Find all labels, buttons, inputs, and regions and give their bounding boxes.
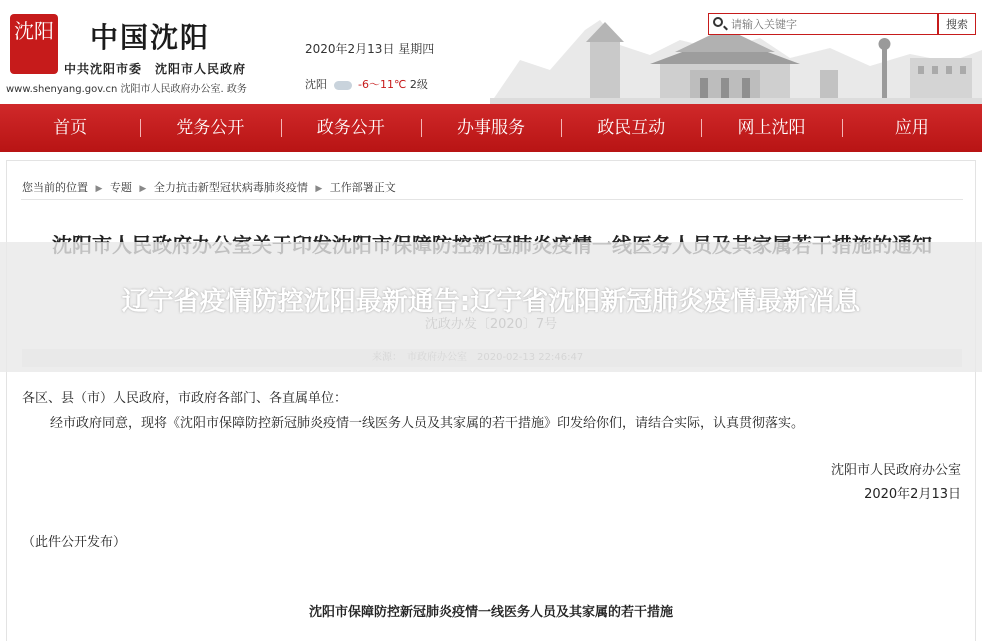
search-icon (713, 17, 723, 27)
attachment-title: 沈阳市保障防控新冠肺炎疫情一线医务人员及其家属的若干措施 (308, 605, 673, 620)
breadcrumb-prefix: 您当前的位置 (22, 181, 88, 194)
current-date: 2020年2月13日 星期四 (305, 42, 435, 56)
site-subtitle: 中共沈阳市委 沈阳市人民政府 (64, 62, 247, 76)
article-paragraph: 经市政府同意，现将《沈阳市保障防控新冠肺炎疫情一线医务人员及其家属的若干措施》印发给你们，请结合实际，认真贯彻落实。 (50, 416, 805, 431)
divider (21, 199, 963, 200)
cloud-icon (334, 81, 352, 90)
article-public-note: （此件公开发布） (22, 535, 127, 550)
search-input[interactable] (731, 16, 931, 32)
nav-item-interaction[interactable]: 政民互动 (561, 104, 701, 152)
breadcrumb (22, 179, 396, 195)
overlay-title: 辽宁省疫情防控沈阳最新通告:辽宁省沈阳新冠肺炎疫情最新消息 (121, 287, 861, 317)
site-title[interactable]: 中国沈阳 (90, 21, 211, 54)
weather-widget (305, 76, 428, 92)
nav-item-apps[interactable]: 应用 (842, 104, 982, 152)
city-seal-logo: 沈阳 (10, 14, 58, 74)
article-sign-date: 2020年2月13日 (864, 487, 961, 502)
article-greeting: 各区、县（市）人民政府，市政府各部门、各直属单位： (22, 391, 348, 406)
search-button[interactable]: 搜索 (938, 13, 976, 35)
search-box (708, 13, 938, 35)
article-signature: 沈阳市人民政府办公室 (830, 463, 961, 478)
nav-item-services[interactable]: 办事服务 (421, 104, 561, 152)
main-nav (0, 104, 982, 152)
weather-city: 沈阳 (305, 78, 327, 91)
nav-item-online-shenyang[interactable]: 网上沈阳 (701, 104, 841, 152)
nav-item-government-affairs[interactable]: 政务公开 (281, 104, 421, 152)
site-header (0, 0, 982, 104)
nav-item-party-affairs[interactable]: 党务公开 (140, 104, 280, 152)
chevron-right-icon: ▶ (315, 184, 323, 194)
weather-wind: 2级 (409, 78, 428, 91)
breadcrumb-item-topic[interactable]: 专题 (109, 181, 132, 194)
weather-temperature: -6～11℃ (358, 78, 407, 91)
site-url: www.shenyang.gov.cn 沈阳市人民政府办公室. 政务 (6, 84, 247, 95)
chevron-right-icon: ▶ (95, 184, 103, 194)
nav-item-home[interactable]: 首页 (53, 118, 88, 138)
breadcrumb-item-current[interactable]: 工作部署正文 (329, 181, 396, 194)
overlay-banner (0, 242, 982, 372)
article-container (6, 160, 976, 641)
breadcrumb-item-epidemic[interactable]: 全力抗击新型冠状病毒肺炎疫情 (153, 181, 308, 194)
chevron-right-icon: ▶ (139, 184, 147, 194)
